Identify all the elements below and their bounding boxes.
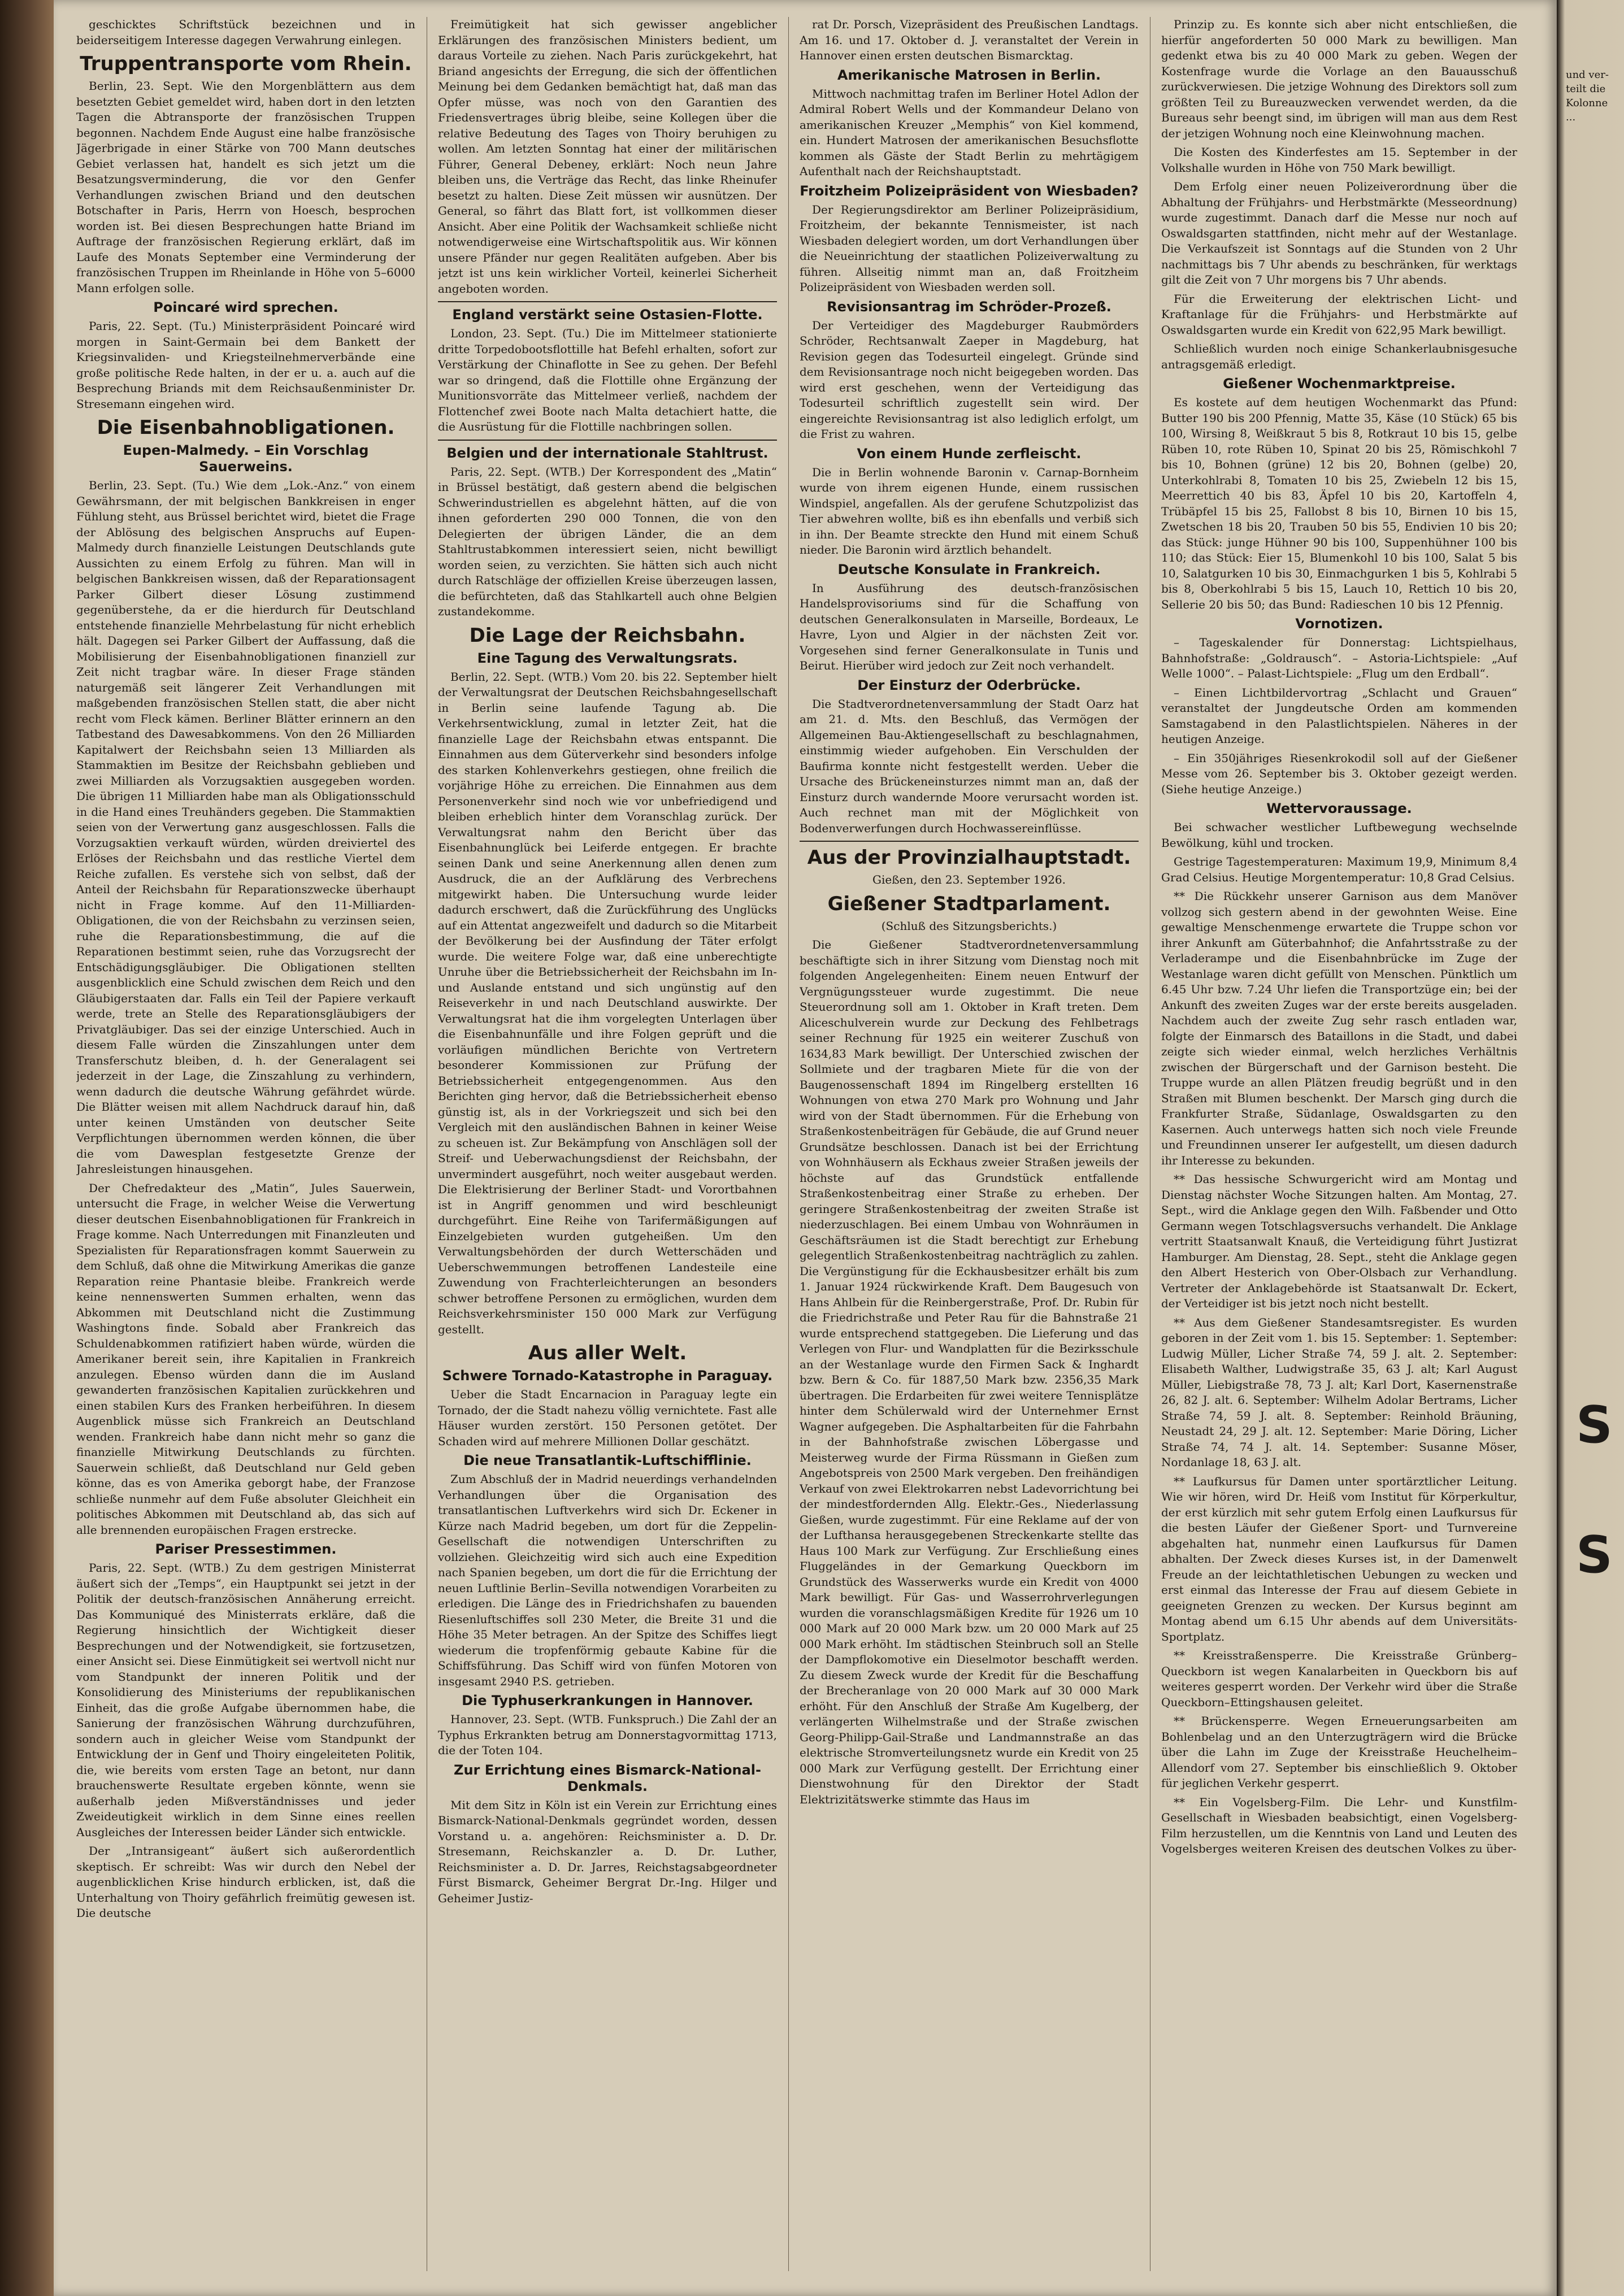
headline-reichsbahn: Die Lage der Reichsbahn. (469, 624, 746, 647)
subheadline-matrosen: Amerikanische Matrosen in Berlin. (837, 67, 1101, 83)
column-rule (788, 17, 789, 2271)
headline-wetter: Wettervoraussage. (1266, 801, 1412, 816)
article-text: Berlin, 22. Sept. (WTB.) Vom 20. bis 22. September hielt der Verwaltungsrat der Deutschen Reichsbahngesellschaft in Berlin seine laufende Tagung ab. Die Verkehrsentwicklung, zumal in letzter Zeit, hat die finanzielle Lage der Reichsbahn etwas entspannt. Die Einnahmen aus dem Güterverkehr sind besonders infolge des starken Kohlenverkehrs gestiegen, ohne freilich die vorjährige Höhe zu erreichen. Die Einnahmen aus dem Personenverkehr sind noch wie vor unbefriedigend und bleiben erheblich hinter dem Voranschlag zurück. Der Verwaltungsrat nahm den Bericht über das Eisenbahnunglück bei Leiferde entgegen. Er brachte seinen Dank und seine Anerkennung allen denen zum Ausdruck, die an der Aufklärung des Verbrechens mitgewirkt haben. Die Untersuchung wurde leider dadurch erschwert, daß die Zurückführung des Unglücks auf ein Attentat angezweifelt und dadurch so die Mitarbeit der Bevölkerung bei der Ausfindung der Täter erfolgt wurde. Die weitere Folge war, daß eine unberechtigte Unruhe über die Betriebssicherheit der Reichsbahn im In- und Auslande entstand und sich ungünstig auf den Reiseverkehr in und nach Deutschland auswirkte. Der Verwaltungsrat hat die ihm vorgelegten Unterlagen über die Eisenbahnunfälle und ihre Folgen geprüft und die vorläufigen mündlichen Berichte von Vertretern besonderer Kommissionen zur Prüfung der Betriebssicherheit entgegengenommen. Aus den Berichten ging hervor, daß die Betriebssicherheit ebenso günstig ist, als in der Vorkriegszeit und sich bei den Vergleich mit den ausländischen Bahnen in keiner Weise zu scheuen ist. Zur Bekämpfung von Anschlägen soll der Streif- und Ueberwachungsdienst der Reichsbahn, der unvermindert ausgeführt, noch weiter ausgebaut werden. Die Elektrisierung der Berliner Stadt- und Vorortbahnen ist in Angriff genommen und wird beschleunigt durchgeführt. Eine Reihe von Tarifermäßigungen auf Einzelgebieten wurden gutgeheißen. Um den Verwaltungsbehörden der durch Wetterschäden und Ueberschwemmungen betroffenen Landesteile eine Zuwendung von Frachterleichterungen an besonders schwer betroffene Personen zu ermöglichen, wurden dem Reichsverkehrsminister 150 000 Mark zur Verfügung gestellt. (438, 669, 777, 1336)
column-1 (76, 17, 415, 2271)
article-text: Der Chefredakteur des „Matin“, Jules Sauerwein, untersucht die Frage, in welcher Weise die Verwertung dieser deutschen Eisenbahnobligationen für Frankreich in Frage komme. Nach Unterredungen mit Finanzleuten und Spezialisten für Reparationsfragen kommt Sauerwein zu dem Schluß, daß ohne die Mitwirkung Amerikas die ganze Reparation reine Phantasie bleibe. Frankreich werde keine nennenswerten Summen erhalten, wenn das Abkommen mit Deutschland nicht die Zustimmung Washingtons finde. Sobald aber Frankreich das Schuldenabkommen ratifiziert haben würde, würden die Amerikaner bereit sein, ihre Kapitalien in Frankreich anzulegen. Ebenso würden dann die im Ausland gewanderten französischen Kapitalien zurückkehren und einen stabilen Kurs des Franken herbeiführen. In diesem Augenblick müsse sich Frankreich an Deutschland wenden. Frankreich habe dann nicht mehr so ganz die finanzielle Mitwirkung Deutschlands zu fürchten. Sauerwein schließt, daß Deutschland nur Geld geben könne, das es von Amerika geborgt habe, der Franzose schließe nunmehr auf dem Fuße absoluter Gleichheit ein politisches Abkommen mit Deutschland ab, das sich auf alle brennenden europäischen Fragen erstrecke. (76, 1181, 415, 1537)
headline-vornotizen: Vornotizen. (1295, 616, 1383, 632)
article-text: Mittwoch nachmittag trafen im Berliner Hotel Adlon der Admiral Robert Wells und der Kommandeur Delano von amerikanischen Kreuzer „Memphis“ von Kiel kommend, ein. Hundert Matrosen der amerikanischen Besuchsflotte kommen als Gäste der Stadt Berlin zu mehrtägigem Aufenthalt nach der Reichshauptstadt. (800, 86, 1139, 178)
subheadline-bismarck: Zur Errichtung eines Bismarck-National-Denkmals. (454, 1762, 761, 1794)
article-text: Mit dem Sitz in Köln ist ein Verein zur Errichtung eines Bismarck-National-Denkmals gegründet worden, dessen Vorstand u. a. angehören: Reichsminister a. D. Dr. Stresemann, Reichskanzler a. D. Dr. Luther, Reichsminister a. D. Dr. Jarres, Reichstagsabgeordneter Fürst Bismarck, Geheimer Bergrat Dr.-Ing. Hilger und Geheimer Justiz- (438, 1798, 777, 1905)
article-text: ** Ein Vogelsberg-Film. Die Lehr- und Kunstfilm-Gesellschaft in Wiesbaden beabsichtigt, einen Vogelsberg-Film herzustellen, um die Kenntnis von Land und Leuten des Vogelsberges weiteren Kreisen des deutschen Volkes zu über- (1161, 1795, 1517, 1855)
subheadline-froitzheim: Froitzheim Polizeipräsident von Wiesbaden? (800, 182, 1139, 199)
section-divider (438, 440, 777, 441)
headline-railway-obligations: Die Eisenbahnobligationen. (97, 416, 395, 439)
article-text: London, 23. Sept. (Tu.) Die im Mittelmeer stationierte dritte Torpedobootsflottille hat Befehl erhalten, sofort zur Verstärkung der Chinaflotte in See zu gehen. Der Befehl war so dringend, daß die Flottille ohne Ergänzung der Munitionsvorräte das Mittelmeer verließ, nachdem der Flottenchef zwei Boote nach Malta detachiert hatte, die die Ausrüstung für die Flottille nachbringen sollen. (438, 327, 777, 433)
article-text: Prinzip zu. Es konnte sich aber nicht entschließen, die hierfür angeforderten 50 000 Mark zu bewilligen. Man gedenkt etwa bis zu 40 000 Mark zu geben. Wegen der Kostenfrage wurde die Vorlage an den Bauausschuß zurückverwiesen. Die jetzige Wohnung des Direktors soll zum größten Teil zu Bureauzwecken verwendet werden, da die Bureaus sehr beengt sind, im übrigen will man aus dem Rest der jetzigen Wohnung noch eine Kleinwohnung machen. (1161, 18, 1517, 140)
article-text: Gestrige Tagestemperaturen: Maximum 19,9, Minimum 8,4 Grad Celsius. Heutige Morgentemperatur: 10,8 Grad Celsius. (1161, 855, 1517, 884)
headline-stadtparlament: Gießener Stadtparlament. (827, 892, 1111, 915)
dateline: Gießen, den 23. September 1926. (872, 873, 1066, 886)
subheadline-hund: Von einem Hunde zerfleischt. (857, 445, 1082, 462)
article-text: rat Dr. Porsch, Vizepräsident des Preußischen Landtags. Am 16. und 17. Oktober d. J. veranstaltet der Verein in Hannover einen ersten deutschen Bismarcktag. (800, 18, 1139, 62)
article-text: Der Verteidiger des Magdeburger Raubmörders Schröder, Rechtsanwalt Zaeper in Magdeburg, hat Revision gegen das Todesurteil eingelegt. Gründe sind dem Revisionsantrage noch nicht beigegeben worden. Das wird erst geschehen, wenn der Verteidigung das Todesurteil schriftlich zugestellt sein wird. Der eingereichte Revisionsantrag ist also lediglich erfolgt, um die Frist zu wahren. (800, 318, 1139, 441)
article-text: Berlin, 23. Sept. (Tu.) Wie dem „Lok.-Anz.“ von einem Gewährsmann, der mit belgischen Bankkreisen in enger Fühlung steht, aus Brüssel berichtet wird, bietet die Frage der Ablösung des belgischen Anspruchs auf Eupen-Malmedy durch finanzielle Leistungen Deutschlands gute Aussichten zu einem Erfolg zu führen. Man will in belgischen Bankkreisen wissen, daß der Reparationsagent Parker Gilbert dieser Lösung zustimmend gegenüberstehe, da er die hierdurch für Deutschland entstehende finanzielle Mehrbelastung für nicht erheblich hält. Dagegen sei Parker Gilbert der Auffassung, daß die Mobilisierung der Eisenbahnobligationen finanziell zur Zeit nicht tragbar wäre. In dieser Frage ständen naturgemäß seit längerer Zeit Verhandlungen mit maßgebenden französischen Stellen statt, die aber nicht recht vom Fleck kämen. Berliner Blätter erinnern an den Tatbestand des Dawesabkommens. Von den 26 Milliarden Kapitalwert der Reichsbahn seien 13 Milliarden als Stammaktien im Besitze der Reichsbahn geblieben und zwei Milliarden als Vorzugsaktien ausgegeben worden. Die übrigen 11 Milliarden habe man als Obligationsschuld in die Hand eines Treuhänders gegeben. Die Stammaktien seien von der Verwertung ganz ausgeschlossen. Falls die Vorzugsaktien verkauft würden, würden dreiviertel des Erlöses der Reichsbahn und das restliche Viertel dem Reiche zufallen. Es verstehe sich von selbst, daß der Anteil der Reichsbahn für Reparationszwecke überhaupt nicht in Frage komme. Auf den 11-Milliarden-Obligationen, die von der Reichsbahn zu verzinsen seien, ruhe die Reparationsbestimmung, die auf die Reparationen bestimmt seien, ruhe das Vorzugsrecht der Entschädigungsgläubiger. Die Obligationen stellten ausgenblicklich eine Schuld zwischen dem Reich und den Gläubigerstaaten dar. Falls ein Teil der Papiere verkauft werde, trete an Stelle des Reparationsgläubigers der Privatgläubiger. Das sei der einzige Unterschied. Auch in diesem Falle würden die Zinszahlungen unter dem Transferschutz bleiben, d. h. der Generalagent sei jederzeit in der Lage, die Zinszahlung zu verhindern, wenn dadurch die deutsche Währung gefährdet würde. Die Blätter weisen mit allem Nachdruck darauf hin, daß unter keinen Umständen von deutscher Seite Verpflichtungen übernommen werden können, die über die vom Dawesplan festgesetzte Grenze der Jahresleistungen hinausgehen. (76, 479, 415, 1176)
article-text: geschicktes Schriftstück bezeichnen und in beiderseitigem Interesse dagegen Verwahrung einlegen. (76, 18, 415, 47)
article-text: Es kostete auf dem heutigen Wochenmarkt das Pfund: Butter 190 bis 200 Pfennig, Matte 35, Käse (10 Stück) 65 bis 100, Wirsing 8, Weißkraut 5 bis 8, Rotkraut 10 bis 15, gelbe Rüben 10, rote Rüben 10, Spinat 20 bis 25, Römischkohl 7 bis 10, Bohnen (grüne) 12 bis 20, Bohnen (gelbe) 20, Unterkohlrabi 8, Tomaten 10 bis 25, Zwiebeln 12 bis 15, Meerrettich 40 bis 83, Äpfel 10 bis 20, Kartoffeln 4, Trübäpfel 15 bis 25, Fallobst 8 bis 10, Birnen 10 bis 15, Zwetschen 18 bis 20, Trauben 50 bis 55, Endivien 10 bis 20; das Stück: junge Hühner 90 bis 100, Suppenhühner 100 bis 110; das Stück: Eier 15, Blumenkohl 10 bis 100, Salat 5 bis 10, Salatgurken 10 bis 30, Einmachgurken 1 bis 5, Kohlrabi 5 bis 8, Oberkohlrabi 5 bis 15, Lauch 10, Rettich 10 bis 20, Sellerie 20 bis 50; das Bund: Radieschen 10 bis 12 Pfennig. (1161, 395, 1517, 611)
article-text: ** Brückensperre. Wegen Erneuerungsarbeiten am Bohlenbelag und an den Unterzugträgern wird die Brücke über die Lahn im Zuge der Kreisstraße Heuchelheim–Allendorf vom 27. September bis einschließlich 9. Oktober für jeglichen Verkehr gesperrt. (1161, 1714, 1517, 1790)
article-text: ** Aus dem Gießener Standesamtsregister. Es wurden geboren in der Zeit vom 1. bis 15. September: 1. September: Ludwig Müller, Licher Straße 74, 59 J. alt. 2. September: Elisabeth Walther, Ludwigstraße 35, 63 J. alt; Karl August Müller, Liebigstraße 78, 73 J. alt; Karl Dort, Kasernenstraße 26, 82 J. alt. 6. September: Wilhelm Adolar Bertrams, Licher Straße 74, 59 J. alt. 8. September: Reinhold Bräuning, Neustadt 24, 29 J. alt. 12. September: Marie Döring, Licher Straße 74, 74 J. alt. 14. September: Susanne Möser, Nordanlage 18, 63 J. alt. (1161, 1315, 1517, 1469)
adjacent-page-text: und verteilt die Kolonne ... (1566, 69, 1609, 123)
article-text: In Ausführung des deutsch-französischen Handelsprovisoriums sind für die Schaffung von deutschen Generalkonsulaten in Marseille, Bordeaux, Le Havre, Lyon und Algier in der nächsten Zeit vor. Vorgesehen sind ferner Generalkonsulate in Tunis und Beirut. Hierüber wird jedoch zur Zeit noch verhandelt. (800, 581, 1139, 672)
adjacent-ad-letter: S (1576, 1525, 1613, 1585)
article-text: ** Laufkursus für Damen unter sportärztlicher Leitung. Wie wir hören, wird Dr. Heiß vom Institut für Körperkultur, der erst kürzlich mit sehr gutem Erfolg einen Laufkursus für die besten Läufer der Gießener Sport- und Turnvereine abgehalten hat, nunmehr einen Laufkursus für Damen abhalten. Der Zweck dieses Kurses ist, in der Damenwelt Freude an der leichtathletischen Uebungen zu wecken und erst einmal das Interesse der Frau auf diesem Gebiete in geeigneten Grenzen zu wecken. Der Kursus beginnt am Montag abend um 6.15 Uhr abends auf dem Universitäts-Sportplatz. (1161, 1474, 1517, 1643)
headline-troop-transports: Truppentransporte vom Rhein. (80, 53, 412, 75)
subheadline-tornado: Schwere Tornado-Katastrophe in Paraguay. (442, 1368, 773, 1384)
article-text: Bei schwacher westlicher Luftbewegung wechselnde Bewölkung, kühl und trocken. (1161, 820, 1517, 850)
headline-wochenmarkt: Gießener Wochenmarktpreise. (1223, 376, 1456, 392)
subheadline-typhus: Die Typhuserkrankungen in Hannover. (462, 1693, 753, 1708)
article-text: ** Kreisstraßensperre. Die Kreisstraße Grünberg–Queckborn ist wegen Kanalarbeiten in Queckborn bis auf weiteres gesperrt worden. Der Verkehr wird über die Straße Queckborn–Ettingshausen geleitet. (1161, 1649, 1517, 1709)
newspaper-page (54, 0, 1557, 2296)
subheadline-airship: Die neue Transatlantik-Luftschifflinie. (463, 1453, 752, 1468)
article-text: Für die Erweiterung der elektrischen Licht- und Kraftanlage für die Frühjahrs- und Herbstmärkte auf Oswaldsgarten wurde ein Kredit von 622,95 Mark bewilligt. (1161, 292, 1517, 337)
article-text: Freimütigkeit hat sich gewisser angeblicher Erklärungen des französischen Ministers bedient, um daraus Vorteile zu ziehen. Nach Paris zurückgekehrt, hat Briand angesichts der Erregung, die sich der öffentlichen Meinung bei dem Gedanken bemächtigt hat, daß man das Opfer müsse, was noch von den Garantien des Friedensvertrages übrig bleibe, seine Kollegen über die relative Bedeutung des Tages von Thoiry beruhigen zu wollen. Am letzten Sonntag hat einer der militärischen Führer, General Debeney, erklärt: Noch neun Jahre bleiben uns, die Verträge das Recht, das linke Rheinufer besetzt zu halten. Diese Zeit müssen wir ausnützen. Der General, so fährt das Blatt fort, ist vollkommen dieser Ansicht. Aber eine Politik der Wachsamkeit schließe nicht notwendigerweise eine Wirtschaftspolitik aus. Wir können unsere Pfänder nur gegen Realitäten aufgeben. Aber bis jetzt ist uns kein wirklicher Vorteil, keinerlei Sicherheit angeboten worden. (438, 18, 777, 295)
subtitle: (Schluß des Sitzungsberichts.) (881, 919, 1057, 933)
article-text: Die Stadtverordnetenversammlung der Stadt Oarz hat am 21. d. Mts. den Beschluß, das Vermögen der Allgemeinen Bau-Aktiengesellschaft zu beschlagnahmen, einstimmig wieder aufgehoben. Ein Verschulden der Baufirma konnte nicht festgestellt werden. Ueber die Ursache des Brückeneinsturzes nimmt man an, daß der Einsturz durch wandernde Moore verursacht worden ist. Auch rechnet man mit der Möglichkeit von Bodenverwerfungen durch Hochwassereinflüsse. (800, 697, 1139, 835)
article-text: Schließlich wurden noch einige Schankerlaubnisgesuche antragsgemäß erledigt. (1161, 342, 1517, 371)
article-text: Die in Berlin wohnende Baronin v. Carnap-Bornheim wurde von ihrem eigenen Hunde, einem russischen Windspiel, angefallen. Als der gerufene Schutzpolizist das Tier abwehren wollte, biß es ihn ebenfalls und verbiß sich in ihn. Der Beamte streckte den Hund mit einem Schuß nieder. Die Baronin wird ärztlich behandelt. (800, 465, 1139, 556)
article-text: Ueber die Stadt Encarnacion in Paraguay legte ein Tornado, der die Stadt nahezu völlig vernichtete. Fast alle Häuser wurden zerstört. 150 Personen getötet. Der Schaden wird auf mehrere Millionen Dollar geschätzt. (438, 1388, 777, 1448)
headline-aus-aller-welt: Aus aller Welt. (528, 1342, 687, 1364)
article-text: – Einen Lichtbildervortrag „Schlacht und Grauen“ veranstaltet der Jungdeutsche Orden am kommenden Samstagabend in den Palastlichtspielen. Näheres in der heutigen Anzeige. (1161, 685, 1517, 746)
article-text: Der Regierungsdirektor am Berliner Polizeipräsidium, Froitzheim, der bekannte Tennismeister, ist nach Wiesbaden delegiert worden, um dort Verhandlungen über die Neueinrichtung der staatlichen Polizeiverwaltung zu führen. Allseitig nimmt man an, daß Froitzheim Polizeipräsident von Wiesbaden werden soll. (800, 202, 1139, 294)
article-text: Hannover, 23. Sept. (WTB. Funkspruch.) Die Zahl der an Typhus Erkrankten betrug am Donnerstagvormittag 1713, die der Toten 104. (438, 1712, 777, 1757)
article-text: Der „Intransigeant“ äußert sich außerordentlich skeptisch. Er schreibt: Was wir durch den Nebel der augenblicklichen Krise hindurch erblicken, ist, daß die Unterhaltung von Thoiry gefährlich freimütig gewesen ist. Die deutsche (76, 1844, 415, 1920)
subheadline-konsulate: Deutsche Konsulate in Frankreich. (837, 561, 1101, 577)
article-text: – Tageskalender für Donnerstag: Lichtspielhaus, Bahnhofstraße: „Goldrausch“. – Astoria-Lichtspiele: „Auf Welle 1000“. – Palast-Lichtspiele: „Flug um den Erdball“. (1161, 636, 1517, 680)
column-4 (1161, 17, 1517, 2271)
column-2 (438, 17, 777, 2271)
headline-belgium-steel: Belgien und der internationale Stahltrust. (446, 445, 768, 461)
book-binding (0, 0, 54, 2296)
section-divider (438, 301, 777, 302)
section-divider (800, 841, 1139, 842)
article-text: Paris, 22. Sept. (Tu.) Ministerpräsident Poincaré wird morgen in Saint-Germain bei dem Bankett der Kriegsinvaliden- und Kriegsteilnehmerverbände eine große politische Rede halten, in der er u. a. auch auf die Besprechung Briands mit dem Reichsaußenminister Dr. Stresemann eingehen wird. (76, 319, 415, 411)
adjacent-ad-letter: S (1576, 1395, 1613, 1455)
article-text: Die Gießener Stadtverordnetenversammlung beschäftigte sich in ihrer Sitzung vom Dienstag noch mit folgenden Angelegenheiten: Einem neuen Entwurf der Vergnügungssteuer wurde zugestimmt. Die neue Steuerordnung soll am 1. Oktober in Kraft treten. Dem Aliceschulverein wurde zur Deckung des Fehlbetrags seiner Rechnung für 1925 ein weiterer Zuschuß von 1634,83 Mark bewilligt. Der Unterschied zwischen der Sollmiete und der tragbaren Miete für die von der Baugenossenschaft 1894 im Ringelberg erstellten 16 Wohnungen von etwa 270 Mark pro Wohnung und Jahr wird von der Stadt übernommen. Für die Erhebung von Straßenkostenbeiträgen für Gebäude, die auf Grund neuer Grundsätze beschlossen. Danach ist bei der Errichtung von Wohnhäusern als Eckhaus zweier Straßen jeweils der höchste auf das Grundstück entfallende Straßenkostenbeitrag einer Straße zu erheben. Der geringere Straßenkostenbeitrag der zweiten Straße ist niederzuschlagen. Bei einem Umbau von Wohnräumen in Geschäftsräumen ist die Stadt berechtigt zur Erhebung gelegentlich Straßenkostenbeitrag nachträglich zu zahlen. Die Vergünstigung für die Eckhausbesitzer erhält bis zum 1. Januar 1924 rückwirkende Kraft. Dem Baugesuch von Hans Ahlbein für die Reinbergerstraße, Prof. Dr. Rubin für die Friedrichstraße und Peter Rau für die Bahnstraße 21 wurde entsprechend stattgegeben. Die Lieferung und das Verlegen von Flur- und Wandplatten für die Bezirksschule an der Westanlage wurde den Firmen Sack & Inghardt bzw. Bern & Co. für 1887,50 Mark bzw. 2356,35 Mark übertragen. Die Erdarbeiten für zwei weitere Tennisplätze hinter dem Schülerwald wird der Unternehmer Ernst Wagner aufgegeben. Die Asphaltarbeiten für die Fahrbahn in der Bahnhofstraße zwischen Löbergasse und Meisterweg wurde der Firma Rüssmann in Gießen zum Angebotspreis von 2500 Mark vergeben. Den freihändigen Verkauf von zwei Elektrokarren nebst Ladevorrichtung bei der mindestfordernden Allg. Elektr.-Ges., Niederlassung Gießen, wurde zugestimmt. Für eine Reklame auf der von der Lufthansa herausgegebenen Streckenkarte stellte das Haus 100 Mark zur Verfügung. Zur Erschließung eines Fluggeländes in der Gemarkung Queckborn im Grundstück des Wasserwerks wurde ein Kredit von 4000 Mark bewilligt. Für Gas- und Wasserrohrverlegungen wurden die voranschlagsmäßigen Kredite für 1926 um 10 000 Mark auf 20 000 Mark bzw. um 20 000 Mark auf 25 000 Mark erhöht. Im städtischen Steinbruch soll an Stelle der Dampflokomotive ein Dieselmotor beschafft werden. Zu diesem Zweck wurde der Kredit für die Beschaffung der Brecheranlage von 20 000 Mark auf 30 000 Mark erhöht. Für den Anschluß der Straße Am Kugelberg, der verlängerten Wilhelmstraße und der Straße zwischen Georg-Philipp-Gail-Straße und Landmannstraße an das elektrische Stromverteilungsnetz wurde ein Kredit von 25 000 Mark zur Verfügung gestellt. Der Errichtung einer Dienstwohnung für den Direktor der Stadt Elektrizitätswerke stimmte das Haus im (800, 938, 1139, 1806)
article-text: Berlin, 23. Sept. Wie den Morgenblättern aus dem besetzten Gebiet gemeldet wird, haben dort in den letzten Tagen die Abtransporte der französischen Truppen begonnen. Nachdem Ende August eine halbe französische Jägerbrigade in einer Stärke von 700 Mann deutsches Gebiet verlassen hat, handelt es sich jetzt um die Besatzungsverminderung, die vor den Genfer Verhandlungen zwischen Briand und den deutschen Botschafter in Paris, Herrn von Hoesch, besprochen worden ist. Bei diesen Besprechungen hatte Briand im Auftrage der französischen Regierung erklärt, daß im Laufe des Monats September eine Verminderung der französischen Truppen im Rheinlande in Höhe von 5–6000 Mann erfolgen solle. (76, 79, 415, 295)
headline-england-fleet: England verstärkt seine Ostasien-Flotte. (452, 307, 763, 323)
article-text: Dem Erfolg einer neuen Polizeiverordnung über die Abhaltung der Frühjahrs- und Herbstmärkte (Messeordnung) wurde zugestimmt. Danach darf die Messe nur noch auf Oswaldsgarten stattfinden, nicht mehr auf der Westanlage. Die Verkaufszeit ist Sonntags auf die Stunden von 2 Uhr nachmittags bis 7 Uhr abends zu beschränken, für werktags gilt die Zeit von 7 Uhr morgens bis 7 Uhr abends. (1161, 180, 1517, 286)
headline-provinzialhauptstadt: Aus der Provinzialhauptstadt. (807, 846, 1131, 869)
subheadline-eupen-malmedy: Eupen-Malmedy. – Ein Vorschlag Sauerweins. (123, 442, 369, 475)
subheadline-oderbruecke: Der Einsturz der Oderbrücke. (857, 677, 1081, 693)
article-text: ** Das hessische Schwurgericht wird am Montag und Dienstag nächster Woche Sitzungen halten. Am Montag, 27. Sept., wird die Anklage gegen den Wilh. Faßbender und Otto Germann wegen Totschlagsversuchs verhandelt. Die Anklage vertritt Staatsanwalt Knauß, die Verteidigung führt Justizrat Hamburger. Am Dienstag, 28. Sept., steht die Anklage gegen den Albert Hesterich von Ober-Olsbach zur Verhandlung. Vertreter der Anklagebehörde ist Staatsanwalt Dr. Eckert, der Verteidiger ist bis jetzt noch nicht bestellt. (1161, 1172, 1517, 1310)
adjacent-page-edge (1557, 0, 1624, 2296)
article-text: Paris, 22. Sept. (WTB.) Zu dem gestrigen Ministerrat äußert sich der „Temps“, ein Hauptpunkt sei jetzt in der Politik der deutsch-französischen Annäherung erreicht. Das Kommuniqué des Ministerrats erkläre, daß die Regierung hinsichtlich der Wichtigkeit dieser Besprechungen und der Notwendigkeit, sie fortzusetzen, einer Ansicht sei. Diese Einmütigkeit sei wertvoll nicht nur vom Standpunkt der inneren Politik und der Konsolidierung des Ministeriums der republikanischen Einheit, das die große Aufgabe übernommen habe, die Sanierung der französischen Währung durchzuführen, sondern auch in gleicher Weise vom Standpunkt der Entwicklung der in Genf und Thoiry eingeleiteten Politik, die, wie bereits vom ersten Tage an betont, nur dann brauchenswerte Resultate ergeben könnte, wenn sie außerhalb jeden Mißverständnisses und jeder Zweideutigkeit wirklich in dem Sinne eines reellen Ausgleiches der Interessen beider Länder sich entwickle. (76, 1561, 415, 1839)
column-3 (800, 17, 1139, 2271)
article-text: ** Die Rückkehr unserer Garnison aus dem Manöver vollzog sich gestern abend in der gewohnten Weise. Eine gewaltige Menschenmenge erwartete die Truppe schon vor ihrer Ankunft am Güterbahnhof; die Anfahrtsstraße zu der Verladerampe und die Eisenbahnbrücke im Zuge der Westanlage waren dicht gefüllt von Menschen. Pünktlich um 6.45 Uhr bzw. 7.24 Uhr liefen die Transportzüge ein; bei der Ankunft des zweiten Zuges war der erste bereits ausgeladen. Nachdem auch der zweite Zug sehr rasch entladen war, folgte der Einmarsch des Bataillons in die Stadt, und dabei zeigte sich wieder einmal, welch herzliches Verhältnis zwischen der Bürgerschaft und der Garnison besteht. Die Truppe wurde an allen Plätzen freudig begrüßt und in den Straßen mit Blumen beschenkt. Der Marsch ging durch die Frankfurter Straße, Südanlage, Oswaldsgarten zu den Kasernen. Auch unterwegs hatten sich noch viele Freunde und Freundinnen unserer Ier aufgestellt, um diesen dadurch ihr Interesse zu bekunden. (1161, 889, 1517, 1167)
article-text: Paris, 22. Sept. (WTB.) Der Korrespondent des „Matin“ in Brüssel bestätigt, daß gestern abend die belgischen Schwerindustriellen es abgelehnt hätten, auf die von ihnen geforderten 290 000 Tonnen, die von den Delegierten der übrigen Länder, die an dem Stahltrustabkommen interessiert seien, nicht bewilligt worden seien, zu verzichten. Sie hätten sich auch nicht durch Ratschläge der offiziellen Kreise überzeugen lassen, die befürchteten, daß das Stahlkartell auch ohne Belgien zustandekomme. (438, 464, 777, 618)
headline-paris-press: Pariser Pressestimmen. (155, 1541, 337, 1557)
subheadline-schroeder: Revisionsantrag im Schröder-Prozeß. (827, 298, 1111, 315)
article-text: Zum Abschluß der in Madrid neuerdings verhandelnden Verhandlungen über die Organisation des transatlantischen Luftverkehrs wird sich Dr. Eckener in Kürze nach Madrid begeben, um dort für die Zeppelin-Gesellschaft die notwendigen Unterschriften zu vollziehen. Gleichzeitig wird sich auch eine Expedition nach Spanien begeben, um dort die für die Errichtung der neuen Luftlinie Berlin–Sevilla notwendigen Vorarbeiten zu erledigen. Die Länge des in Friedrichshafen zu bauenden Riesenluftschiffes soll 230 Meter, die Breite 31 und die Höhe 35 Meter betragen. An der Spitze des Schiffes liegt wiederum die tropfenförmig gebaute Kabine für die Schiffsführung. Das Schiff wird von fünfen Motoren von insgesamt 2940 P.S. getrieben. (438, 1472, 777, 1688)
subheadline-board-meeting: Eine Tagung des Verwaltungsrats. (477, 650, 738, 666)
headline-poincare: Poincaré wird sprechen. (153, 299, 338, 315)
article-text: – Ein 350jähriges Riesenkrokodil soll auf der Gießener Messe vom 26. September bis 3. Oktober gezeigt werden. (Siehe heutige Anzeige.) (1161, 751, 1517, 796)
article-text: Die Kosten des Kinderfestes am 15. September in der Volkshalle wurden in Höhe von 750 Mark bewilligt. (1161, 145, 1517, 175)
